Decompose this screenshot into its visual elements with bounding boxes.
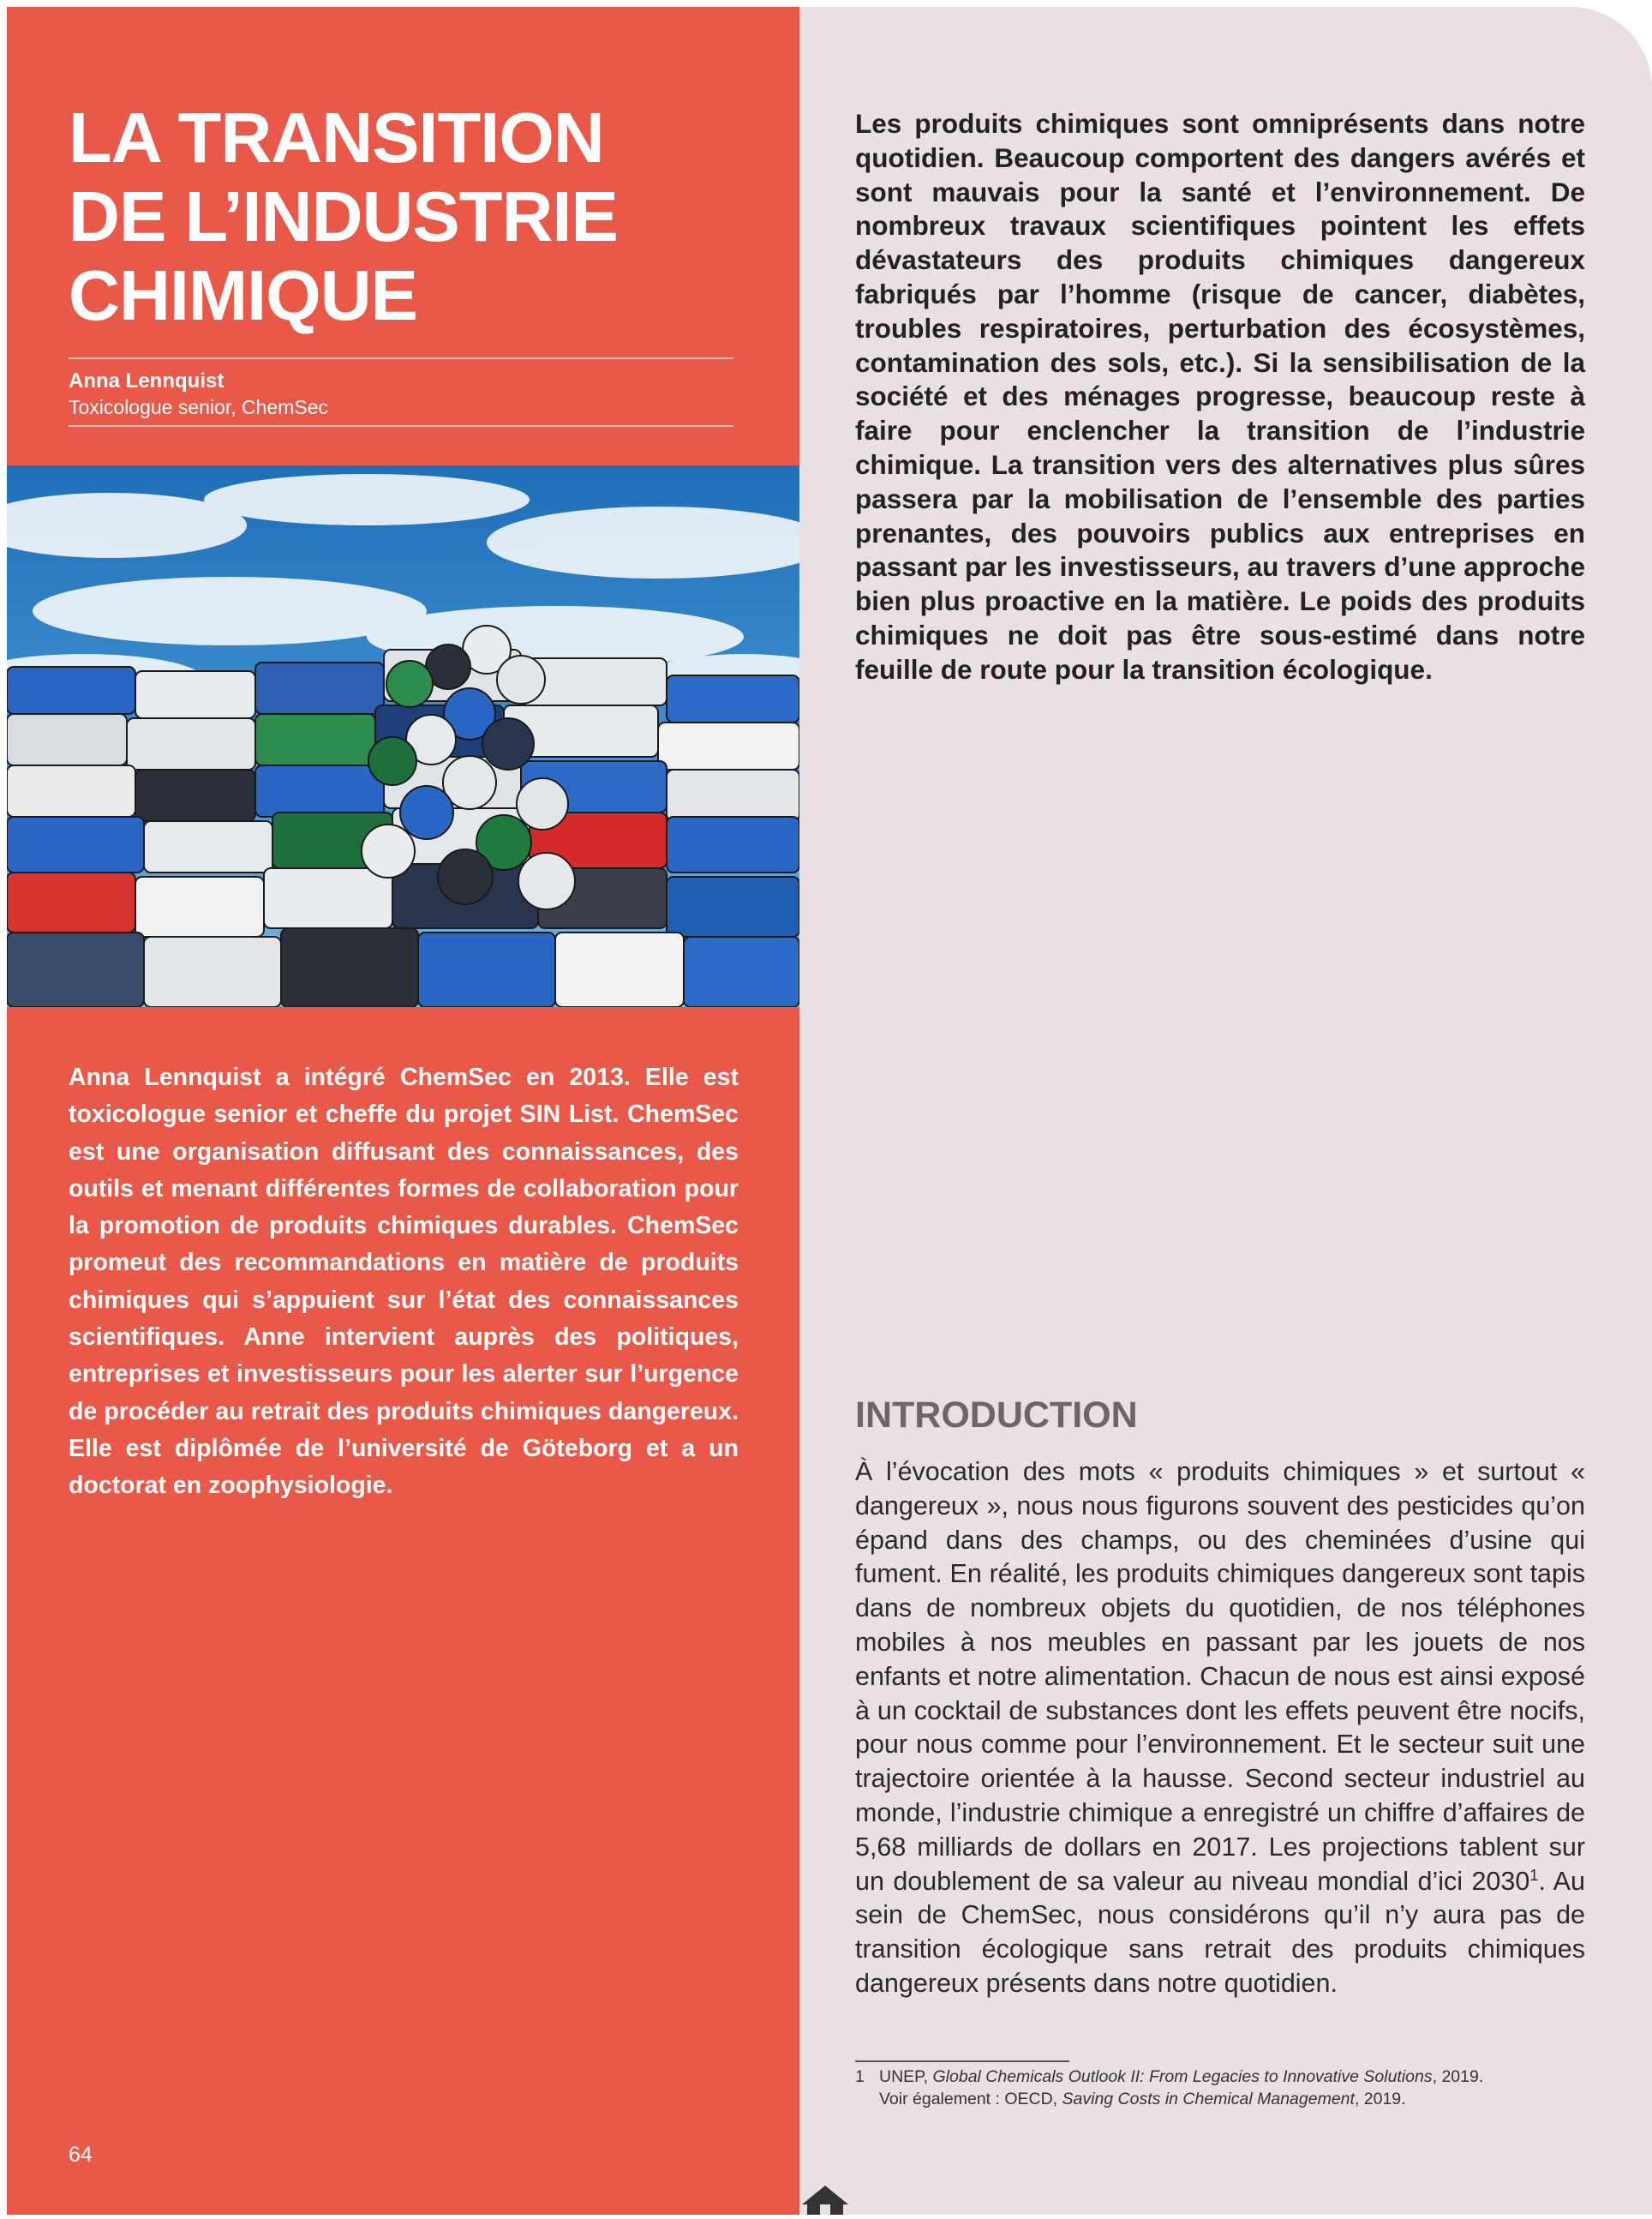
footnote-reference[interactable]: 1 (1529, 1865, 1539, 1884)
article-title (69, 99, 771, 335)
footnote-divider (855, 2060, 1069, 2062)
footnote-see-also-title: Saving Costs in Chemical Management (1062, 2090, 1355, 2108)
lead-paragraph: Les produits chimiques sont omniprésents dans notre quotidien. Beaucoup comportent des dangers avérés et sont mauvais pour la santé et l’environnement. De nombreux travaux scientifiques pointent les effets dévastateurs des produits chimiques dangereux fabriqués par l’homme (risque de cancer, diabètes, troubles respiratoires, perturbation des écosystèmes, contamination des sols, etc.). Si la sensibilisation de la société et des ménages progresse, beaucoup reste à faire pour enclencher la transition de l’industrie chimique. La transition vers des alternatives plus sûres passera par la mobilisation de l’ensemble des parties prenantes, des pouvoirs publics aux entreprises en passant par les investisseurs, au travers d’une approche bien plus proactive en la matière. Le poids des produits chimiques ne doit pas être sous-estimé dans notre feuille de route pour la transition écologique. (855, 108, 1585, 685)
author-role: Toxicologue senior, ChemSec (69, 396, 328, 418)
intro-text-part-2: . Au sein de ChemSec, nous considérons qu’il n’y aura pas de transition écologique sans retrait des produits chimiques dangereux présents dans notre quotidien. (855, 1866, 1585, 1998)
title-line-1: LA TRANSITION (69, 98, 604, 177)
title-divider-top (69, 357, 733, 359)
intro-paragraph (855, 1455, 1585, 2001)
footnote-source-suffix: , 2019. (1432, 2067, 1484, 2086)
footnote-see-also-suffix: , 2019. (1354, 2090, 1406, 2108)
home-icon[interactable] (797, 2182, 853, 2215)
footnote-source-title: Global Chemicals Outlook II: From Legacies to Innovative Solutions (932, 2067, 1433, 2086)
intro-text-part-1: À l’évocation des mots « produits chimiques » et surtout « dangereux », nous nous figurons souvent des pesticides qu’on épand dans des champs, ou des cheminées d’usine qui fument. En réalité, les produits chimiques dangereux sont tapis dans de nombreux objets du quotidien, de nos téléphones mobiles à nos meubles en passant par les jouets de nos enfants et notre alimentation. Chacun de nous est ainsi exposé à un cocktail de substances dont les effets peuvent être nocifs, pour nous comme pour l’environnement. Et le secteur suit une trajectoire orientée à la hausse. Second secteur industriel au monde, l’industrie chimique a enregistré un chiffre d’affaires de 5,68 milliards de dollars en 2017. Les projections tablent sur un doublement de sa valeur au niveau mondial d’ici 2030 (855, 1457, 1585, 1896)
footnote-see-also-prefix: Voir également : OECD, (879, 2090, 1062, 2108)
footnote-source-prefix: UNEP, (879, 2067, 933, 2086)
author-name: Anna Lennquist (69, 369, 224, 393)
page-number: 64 (69, 2143, 93, 2167)
barrels-photo (7, 465, 799, 1007)
title-line-3: CHIMIQUE (69, 255, 417, 335)
footnote-number: 1 (855, 2067, 865, 2086)
title-line-2: DE L’INDUSTRIE (69, 177, 618, 256)
title-divider-bottom (69, 425, 733, 427)
author-bio: Anna Lennquist a intégré ChemSec en 2013. Elle est toxicologue senior et cheffe du projet SIN List. ChemSec est une organisation diffusant des connaissances, des outils et menant différentes formes de collaboration pour la promotion de produits chimiques durables. ChemSec promeut des recommandations en matière de produits chimiques qui s’appuient sur l’état des connaissances scientifiques. Anne intervient auprès des politiques, entreprises et investisseurs pour les alerter sur l’urgence de procéder au retrait des produits chimiques dangereux. Elle est diplômée de l’université de Göteborg et a un doctorat en zoophysiologie. (69, 1064, 739, 1500)
footnote (855, 2066, 1592, 2110)
footnote-line-2 (855, 2088, 1592, 2110)
footnote-line-1 (855, 2066, 1592, 2088)
section-heading: INTRODUCTION (855, 1394, 1138, 1436)
